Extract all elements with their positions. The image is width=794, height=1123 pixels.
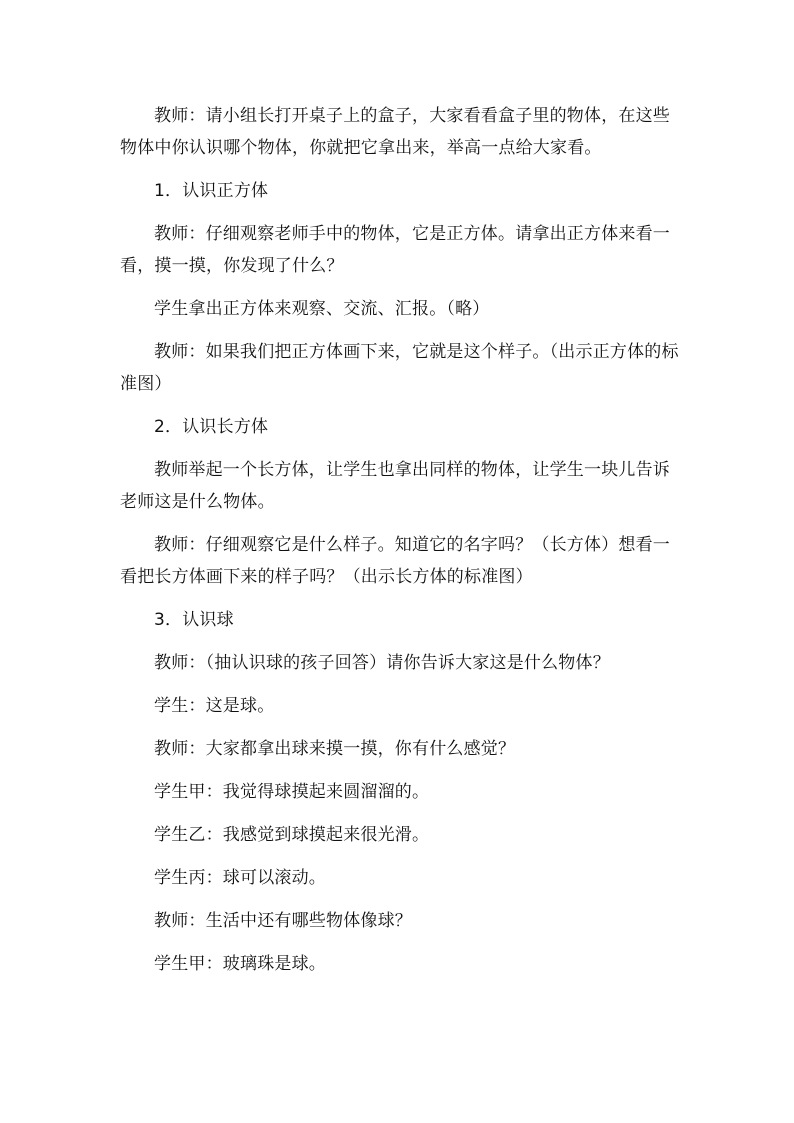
paragraph-teacher-touch: 教师：大家都拿出球来摸一摸，你有什么感觉？ — [154, 739, 516, 759]
paragraph-student-a-round: 学生甲：我觉得球摸起来圆溜溜的。 — [154, 782, 430, 802]
paragraph-student-a-marble: 学生甲：玻璃珠是球。 — [154, 954, 326, 974]
paragraph-teacher-cube: 教师：仔细观察老师手中的物体，它是正方体。请拿出正方体来看一看，摸一摸，你发现了什么？ — [120, 224, 670, 276]
paragraph-teacher-sphere: 教师：（抽认识球的孩子回答）请你告诉大家这是什么物体？ — [154, 653, 610, 673]
heading-sphere: 3．认识球 — [154, 610, 234, 630]
paragraph-teacher-cube-drawing: 教师：如果我们把正方体画下来，它就是这个样子。（出示正方体的标准图） — [120, 342, 679, 394]
document-body — [120, 100, 680, 991]
paragraph-teacher-open-box: 教师：请小组长打开桌子上的盒子，大家看看盒子里的物体，在这些物体中你认识哪个物体，你就把它拿出来，举高一点给大家看。 — [120, 106, 670, 158]
paragraph-teacher-life: 教师：生活中还有哪些物体像球？ — [154, 911, 412, 931]
paragraph-teacher-cuboid-drawing: 教师：仔细观察它是什么样子。知道它的名字吗？（长方体）想看一看把长方体画下来的样子吗？（出示长方体的标准图） — [120, 535, 670, 587]
paragraph-students-cube: 学生拿出正方体来观察、交流、汇报。（略） — [154, 299, 490, 319]
heading-cuboid: 2．认识长方体 — [154, 417, 269, 437]
paragraph-teacher-cuboid: 教师举起一个长方体，让学生也拿出同样的物体，让学生一块儿告诉老师这是什么物体。 — [120, 460, 670, 512]
heading-cube: 1．认识正方体 — [154, 181, 269, 201]
paragraph-student-c-roll: 学生丙：球可以滚动。 — [154, 868, 326, 888]
paragraph-student-b-smooth: 学生乙：我感觉到球摸起来很光滑。 — [154, 825, 430, 845]
paragraph-student-sphere: 学生：这是球。 — [154, 696, 275, 716]
